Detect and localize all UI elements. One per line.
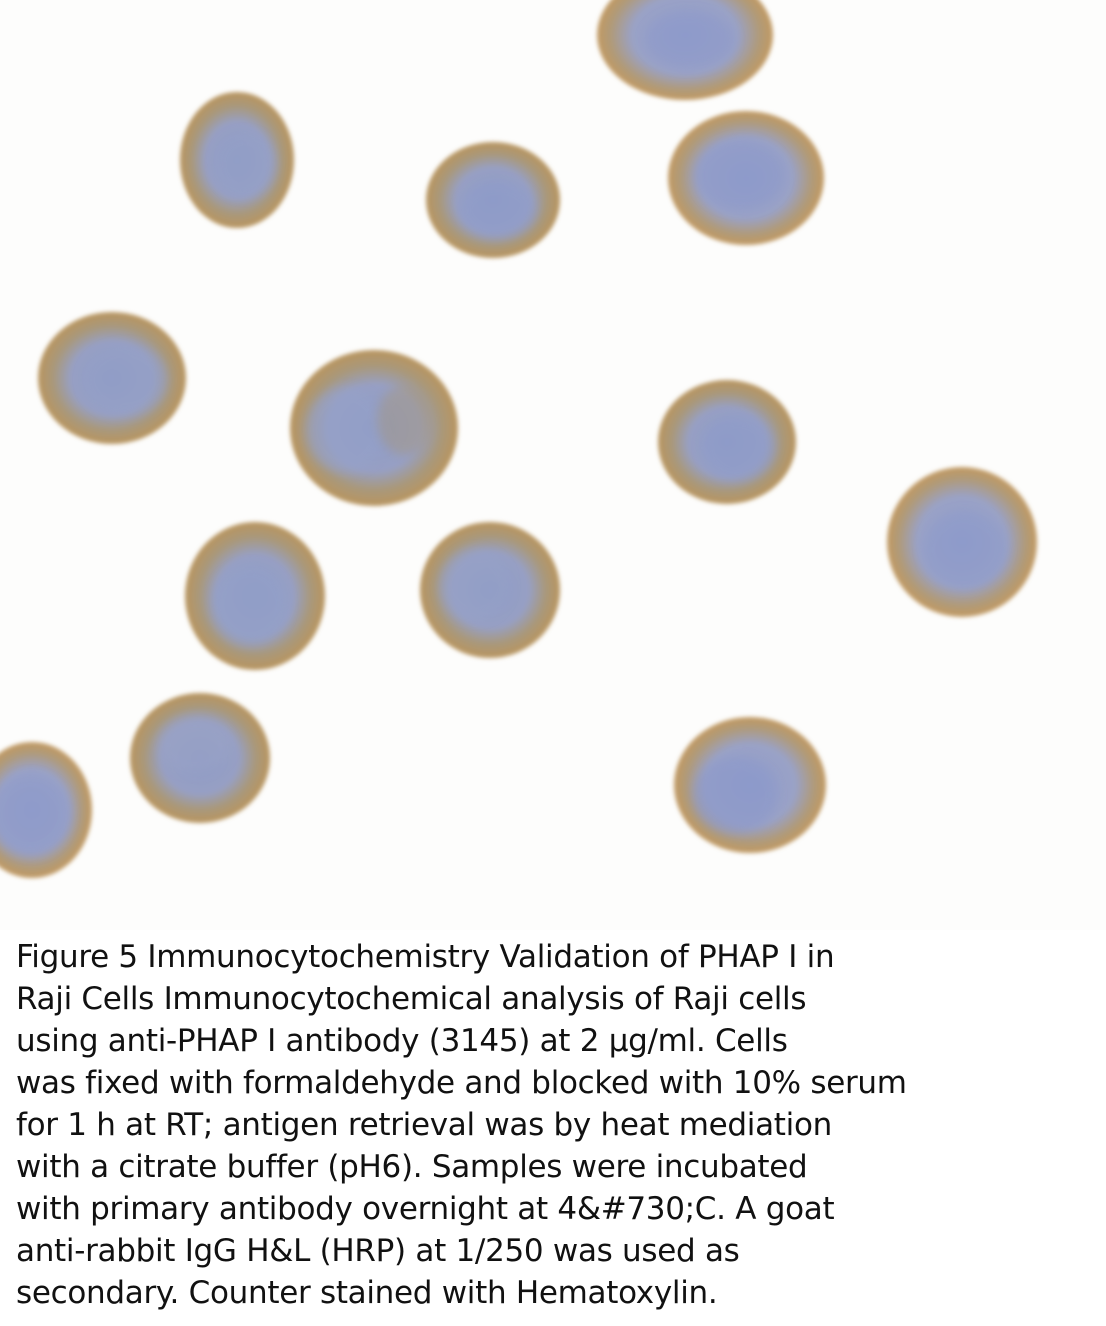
caption-line: using anti-PHAP I antibody (3145) at 2 µg/ml. Cells xyxy=(16,1023,788,1059)
caption-line: was fixed with formaldehyde and blocked with 10% serum xyxy=(16,1065,907,1101)
cell xyxy=(658,380,796,504)
caption-line: with a citrate buffer (pH6). Samples were incubated xyxy=(16,1149,808,1185)
cell xyxy=(668,111,824,245)
cell xyxy=(130,693,270,823)
cell xyxy=(420,522,560,658)
cell xyxy=(38,312,186,444)
caption-line: anti-rabbit IgG H&L (HRP) at 1/250 was used as xyxy=(16,1233,740,1269)
caption-line: with primary antibody overnight at 4&#730;C. A goat xyxy=(16,1191,835,1227)
cell xyxy=(674,717,826,853)
cell xyxy=(185,522,325,670)
caption-line: Raji Cells Immunocytochemical analysis of Raji cells xyxy=(16,981,807,1017)
cell xyxy=(426,142,560,258)
cell xyxy=(0,742,92,878)
figure-caption xyxy=(16,936,1096,1314)
cell xyxy=(597,0,773,100)
caption-line: for 1 h at RT; antigen retrieval was by heat mediation xyxy=(16,1107,832,1143)
caption-line: secondary. Counter stained with Hematoxylin. xyxy=(16,1275,718,1311)
cell xyxy=(180,92,294,228)
cell xyxy=(290,350,458,506)
cell xyxy=(887,467,1037,617)
caption-line: Figure 5 Immunocytochemistry Validation of PHAP I in xyxy=(16,939,835,975)
